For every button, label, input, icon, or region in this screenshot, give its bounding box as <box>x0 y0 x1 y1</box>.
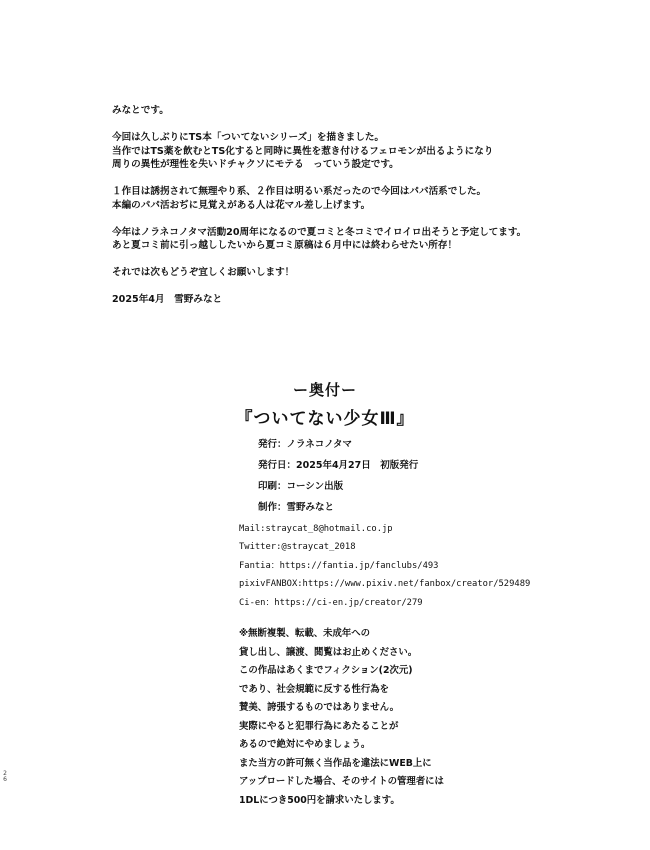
colophon-credits <box>258 434 418 518</box>
afterword-paragraph <box>112 185 592 212</box>
contact-fantia: Fantia：https://fantia.jp/fanclubs/493 <box>239 560 439 571</box>
notice-line: この作品はあくまでフィクション(2次元) <box>239 665 413 676</box>
afterword-paragraph <box>112 226 592 253</box>
contact-links <box>239 520 530 612</box>
notice-line: 実際にやると犯罪行為にあたることが <box>239 720 399 732</box>
page-number-digit: 6 <box>3 776 7 783</box>
notice-line: 賛美、誇張するものではありません。 <box>239 702 399 713</box>
afterword-line: みなとです。 <box>112 105 169 116</box>
contact-mail: Mail:straycat_8@hotmail.co.jp <box>239 524 393 534</box>
notice-line: であり、社会規範に反する性行為を <box>239 683 390 695</box>
notice-line: ※無断複製、転載、未成年への <box>239 628 370 639</box>
credit-author: 制作：雪野みなと <box>258 502 335 513</box>
page-number-digit: 2 <box>3 770 7 777</box>
afterword-line: 本編のパパ活おぢに見覚えがある人は花マル差し上げます。 <box>112 199 371 211</box>
afterword-line: 今回は久しぶりにTS本「ついてないシリーズ」を描きました。 <box>112 132 385 143</box>
afterword-line: あと夏コミ前に引っ越ししたいから夏コミ原稿は６月中には終わらせたい所存！ <box>112 240 458 251</box>
notice-line: あるので絶対にやめましょう。 <box>239 739 371 750</box>
contact-twitter: Twitter:@straycat_2018 <box>239 542 356 553</box>
afterword-paragraph <box>112 104 592 118</box>
notice-line: 貸し出し、譲渡、閲覧はお止めください。 <box>239 646 418 658</box>
afterword-signature <box>112 293 592 307</box>
notice-line: 1DLにつき500円を請求いたします。 <box>239 794 400 806</box>
credit-publish-date: 発行日：2025年4月27日 初版発行 <box>258 460 419 471</box>
afterword <box>112 104 592 320</box>
afterword-paragraph <box>112 131 592 172</box>
afterword-line: 今年はノラネコノタマ活動20周年になるので夏コミと冬コミでイロイロ出そうと予定してます。 <box>112 226 527 238</box>
book-title: 『ついてない少女Ⅲ』 <box>235 409 415 429</box>
copyright-notice <box>239 625 444 810</box>
contact-fanbox: pixivFANBOX:https://www.pixiv.net/fanbox/creator/529489 <box>239 579 531 590</box>
credit-publisher: 発行：ノラネコノタマ <box>258 439 353 450</box>
afterword-line: １作目は誘拐されて無理やり系、２作目は明るい系だったので今回はパパ活系でした。 <box>112 186 487 197</box>
contact-cien: Ci-en：https://ci-en.jp/creator/279 <box>239 597 423 608</box>
credit-printer: 印刷：コーシン出版 <box>258 481 344 492</box>
notice-line: アップロードした場合、そのサイトの管理者には <box>239 776 444 787</box>
afterword-closing <box>112 266 592 280</box>
afterword-line: 周りの異性が理性を失いドチャクソにモテる っていう設定です。 <box>112 159 399 170</box>
notice-line: また当方の許可無く当作品を違法にWEB上に <box>239 757 432 769</box>
afterword-line: 2025年4月 雪野みなと <box>112 294 223 305</box>
colophon-heading: ー奥付ー <box>292 381 357 399</box>
afterword-line: それでは次もどうぞ宜しくお願いします！ <box>112 267 295 278</box>
afterword-line: 当作ではTS薬を飲むとTS化すると同時に異性を惹き付けるフェロモンが出るようになり <box>112 145 494 157</box>
page-number <box>2 771 8 783</box>
